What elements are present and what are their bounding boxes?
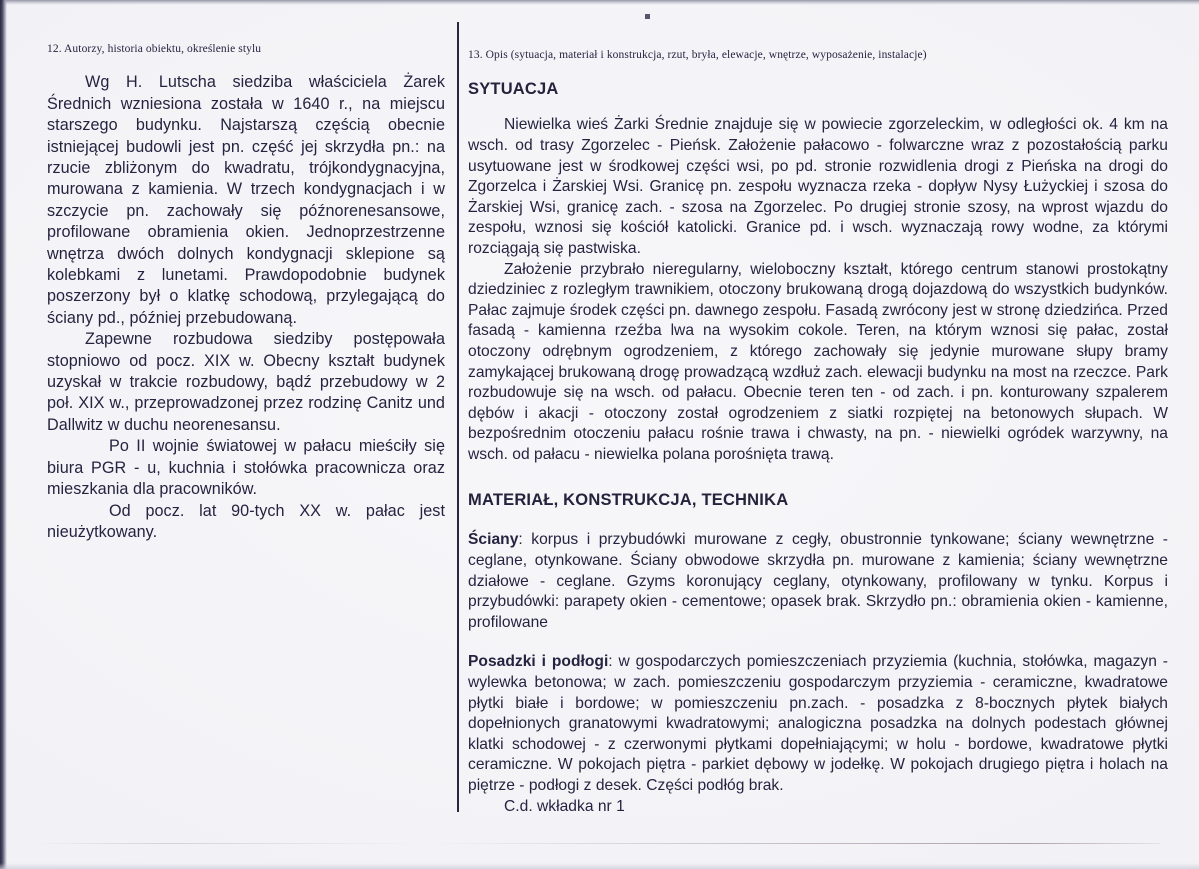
column-divider [457,22,459,812]
continuation-note: C.d. wkładka nr 1 [504,797,625,815]
material-entry-sciany-lead: Ściany [468,531,519,549]
material-entry-sciany-body: : korpus i przybudówki murowane z cegły, obustronnie tynkowane; ściany wewnętrzne - ceglane, otynkowane. Ściany obwodowe skrzydła pn. murowane z kamienia; ściany wewnętrzne działowe - ceglane. Gzyms koronujący ceglany, otynkowany, profilowany w tynku. Korpus i przybudówki: parapety okien - cementowe; opasek brak. Skrzydło pn.: obramienia okien - kamienne, profilowane [468,531,1168,631]
sytuacja-paragraph-1: Niewielka wieś Żarki Średnie znajduje się w powiecie zgorzeleckim, w odległości ok. 4 km na wsch. od trasy Zgorzelec - Pieńsk. Założenie pałacowo - folwarczne wraz z pozostałością parku usytuowane jest w środkowej części wsi, po pd. stronie rozwidlenia drogi z Pieńska na drogi do Zgorzelca i Żarskiej Wsi. Granicę pn. zespołu wyznacza rzeka - dopływ Nysy Łużyckiej i szosa do Żarskiej Wsi, granicę zach. - szosa na Zgorzelec. Po drugiej stronie szosy, na wprost wjazdu do zespołu, wznosi się kościół katolicki. Granice pd. i wsch. wyznaczają rowy wodne, za którymi rozciągają się pastwiska. [468,116,1168,257]
field-12-paragraph-3: Po II wojnie światowej w pałacu mieściły się biura PGR - u, kuchnia i stołówka pracownicza oraz mieszkania dla pracowników. [47,437,445,499]
scan-bottom-smudge [30,843,1160,844]
left-column [47,42,445,543]
field-12-paragraph-4: Od pocz. lat 90-tych XX w. pałac jest nieużytkowany. [47,501,445,541]
sytuacja-paragraph-2: Założenie przybrało nieregularny, wieloboczny kształt, którego centrum stanowi prostokątny dziedziniec z rozległym trawnikiem, otoczony brukowaną drogą dojazdową do wszystkich budynków. Pałac zajmuje środek części pn. dawnego zespołu. Fasadą zwrócony jest w stronę dziedzińca. Przed fasadą - kamienna rzeźba lwa na wysokim cokole. Teren, na którym wznosi się pałac, został otoczony odrębnym ogrodzeniem, z którego zachowały się jedynie murowane słupy bramy zamykającej brukowaną drogę prowadzącą wzdłuż zach. elewacji budynku na most na rzeczce. Park rozbudowuje się na wsch. od pałacu. Obecnie teren ten - od zach. i pn. konturowany szpalerem dębów i akacji - otoczony został ogrodzeniem z siatki rozpiętej na betonowych słupach. W bezpośrednim otoczeniu pałacu rośnie trawa i chwasty, na pn. - niewielki ogródek warzywny, na wsch. od pałacu - niewielka polana porośnięta trawą. [468,260,1168,463]
material-entry-posadzki-lead: Posadzki i podłogi [468,653,609,671]
scan-speck-artifact [645,14,650,19]
scan-edge-left [0,0,7,869]
section-title-sytuacja: SYTUACJA [468,80,559,99]
right-column [468,48,1168,817]
material-entry-posadzki [468,652,1168,796]
material-entry-posadzki-body: : w gospodarczych pomieszczeniach przyziemia (kuchnia, stołówka, magazyn - wylewka betonowa; w zach. pomieszczeniu gospodarczym przyziemia - ceramiczne, kwadratowe płytki białe i bordowe; w pomieszczeniu pn.zach. - posadzka z 8-bocznych płytek białych dopełnionych granatowymi kwadratowymi; analogiczna posadzka na dolnych podestach głównej klatki schodowej - z czerwonymi płytkami dopełniającymi; w holu - bordowe, kwadratowe płytki ceramiczne. W pokojach piętra - parkiet dębowy w jodełkę. W pokojach drugiego piętra i holach na piętrze - podłogi z desek. Części podłóg brak. [468,653,1168,794]
field-12-paragraph-2: Zapewne rozbudowa siedziby postępowała stopniowo od pocz. XIX w. Obecny kształt budynek uzyskał w trakcie rozbudowy, bądź przebudowy w 2 poł. XIX w., przeprowadzonej przez rodzinę Canitz und Dallwitz w duchu neorenesansu. [47,330,445,434]
scan-edge-bottom [0,863,1199,869]
field-12-header: 12. Autorzy, historia obiektu, określenie stylu [47,43,262,55]
material-entry-sciany [468,530,1168,633]
section-title-material-konstrukcja-technika: MATERIAŁ, KONSTRUKCJA, TECHNIKA [468,491,789,510]
scan-edge-top [0,0,1199,5]
field-13-header: 13. Opis (sytuacja, materiał i konstrukcja, rzut, bryła, elewacje, wnętrze, wyposażenie, instalacje) [468,49,927,61]
field-12-paragraph-1: Wg H. Lutscha siedziba właściciela Żarek Średnich wzniesiona została w 1640 r., na miejscu starszego budynku. Najstarszą częścią obecnie istniejącej budowli jest pn. część jej skrzydła pn.: na rzucie zbliżonym do kwadratu, trójkondygnacyjna, murowana z kamienia. W trzech kondygnacjach i w szczycie pn. zachowały się późnorenesansowe, profilowane obramienia okien. Jednoprzestrzenne wnętrza dwóch dolnych kondygnacji sklepione są kolebkami z lunetami. Prawdopodobnie budynek poszerzony był o klatkę schodową, przylegającą do ściany pd., później przebudowaną. [47,73,445,327]
